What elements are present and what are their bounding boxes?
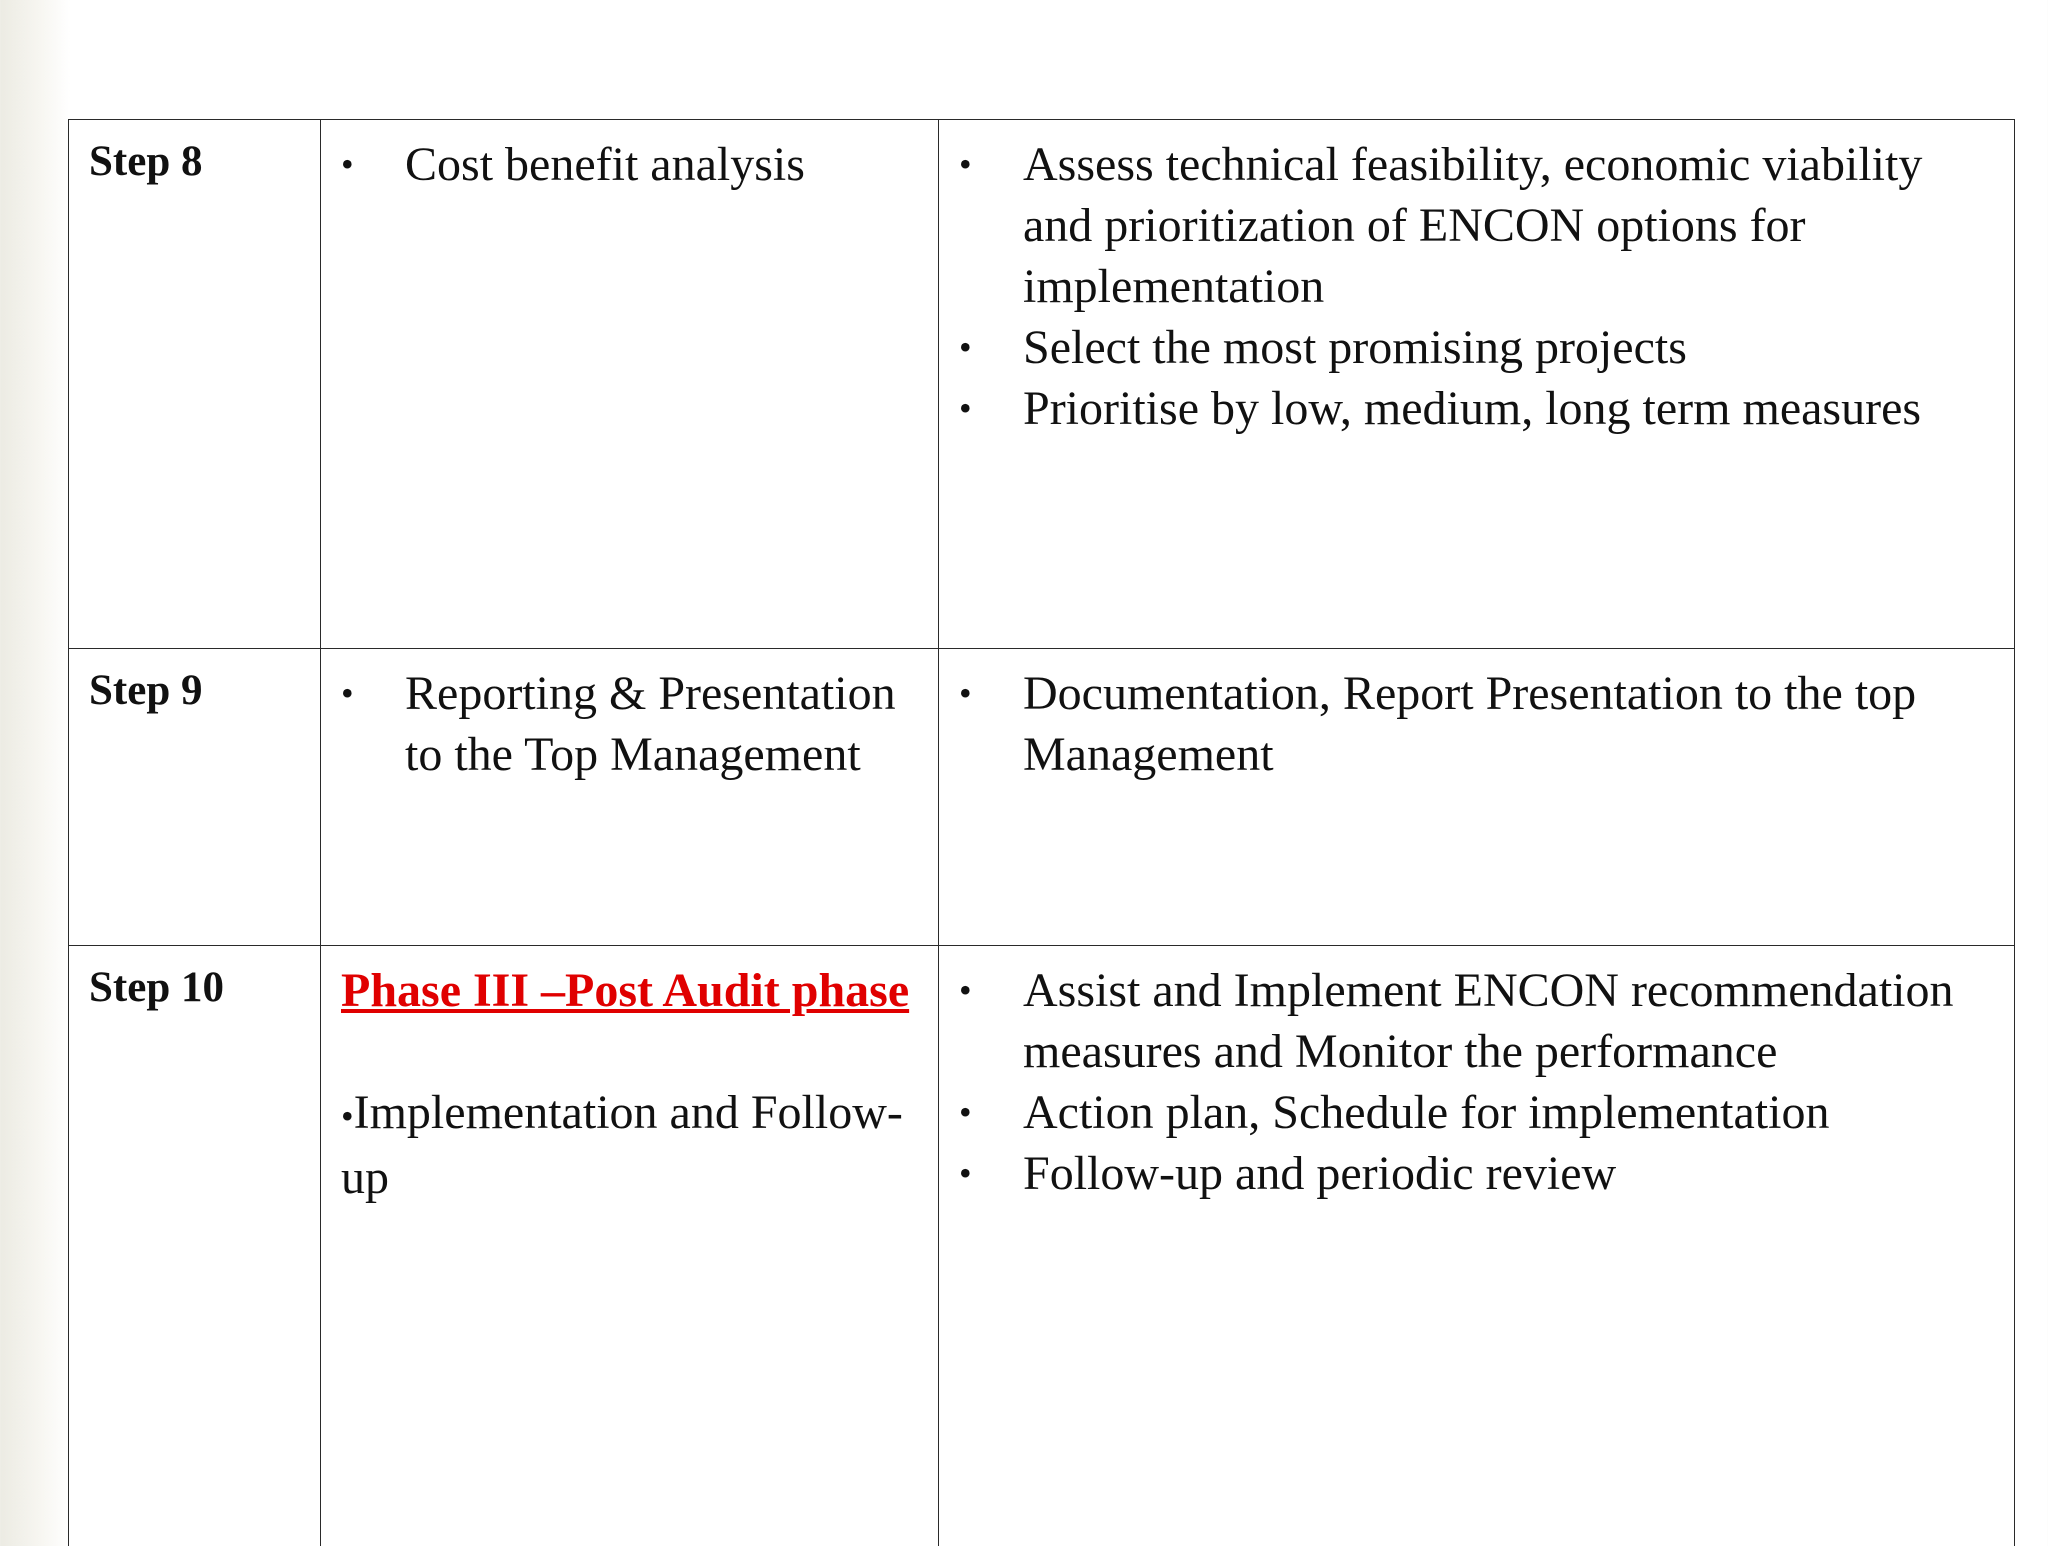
activity-text: Implementation and Follow-up	[341, 1086, 903, 1204]
list-item	[959, 663, 1994, 785]
activity-cell	[321, 649, 939, 946]
step-label: Step 10	[69, 946, 320, 1011]
step-label: Step 9	[69, 649, 320, 714]
bullet-icon: •	[959, 1143, 972, 1204]
list-item	[959, 317, 1994, 378]
step-cell	[69, 120, 321, 649]
audit-steps-table	[68, 119, 2015, 1546]
spacer	[341, 1021, 918, 1082]
detail-text: Documentation, Report Presentation to the top Management	[1023, 667, 1916, 781]
table-row-step-8	[69, 120, 2015, 649]
activity-text: Cost benefit analysis	[405, 138, 805, 191]
bullet-icon: •	[959, 663, 972, 724]
list-item	[959, 1082, 1994, 1143]
bullet-icon: •	[959, 378, 972, 439]
activity-content	[321, 946, 938, 1208]
detail-text: Select the most promising projects	[1023, 321, 1687, 374]
bullet-icon: •	[959, 1082, 972, 1143]
details-cell	[939, 649, 2015, 946]
phase-title: Phase III –Post Audit phase	[341, 960, 918, 1021]
activity-cell	[321, 120, 939, 649]
step-label: Step 8	[69, 120, 320, 185]
details-list	[939, 120, 2014, 439]
details-cell	[939, 946, 2015, 1546]
list-item	[959, 378, 1994, 439]
list-item	[341, 134, 918, 195]
activity-cell	[321, 946, 939, 1546]
activity-line	[341, 1082, 918, 1208]
bullet-icon: •	[341, 663, 354, 724]
table-row-step-9	[69, 649, 2015, 946]
detail-text: Action plan, Schedule for implementation	[1023, 1086, 1829, 1139]
step-cell	[69, 946, 321, 1546]
bullet-icon: •	[959, 134, 972, 195]
list-item	[341, 663, 918, 785]
list-item	[959, 1143, 1994, 1204]
activity-list	[321, 649, 938, 785]
detail-text: Assist and Implement ENCON recommendation measures and Monitor the performance	[1023, 964, 1954, 1078]
bullet-icon: •	[959, 317, 972, 378]
activity-list	[321, 120, 938, 195]
bullet-icon: •	[341, 134, 354, 195]
activity-text: Reporting & Presentation to the Top Management	[405, 667, 896, 781]
details-list	[939, 946, 2014, 1204]
bullet-icon: •	[341, 1096, 354, 1136]
details-cell	[939, 120, 2015, 649]
detail-text: Assess technical feasibility, economic viability and prioritization of ENCON options for implementation	[1023, 138, 1922, 313]
list-item	[959, 134, 1994, 317]
step-cell	[69, 649, 321, 946]
detail-text: Prioritise by low, medium, long term measures	[1023, 382, 1921, 435]
detail-text: Follow-up and periodic review	[1023, 1147, 1616, 1200]
details-list	[939, 649, 2014, 785]
list-item	[959, 960, 1994, 1082]
bullet-icon: •	[959, 960, 972, 1021]
table-row-step-10	[69, 946, 2015, 1546]
